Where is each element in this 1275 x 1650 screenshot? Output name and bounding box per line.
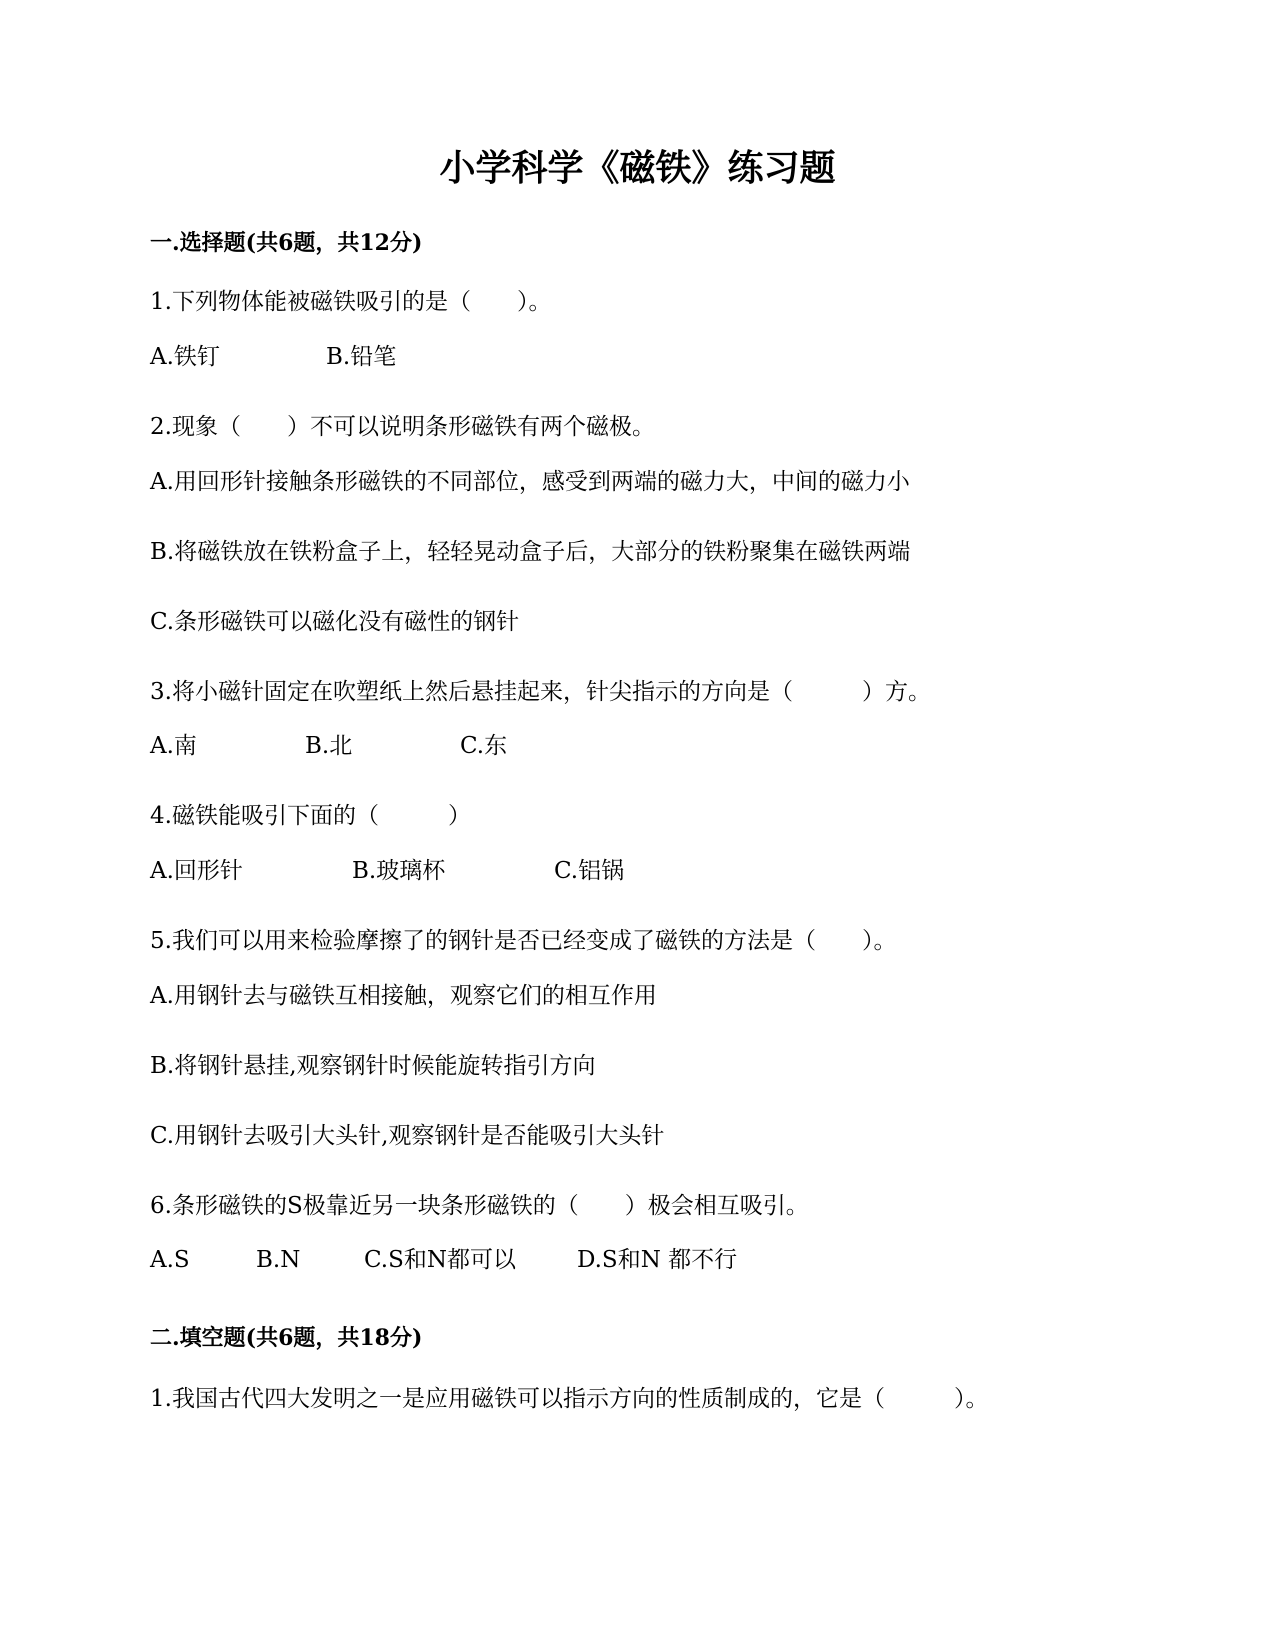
option: A.铁钉 [150,344,220,370]
option: B.玻璃杯 [352,858,446,884]
option: A.用钢针去与磁铁互相接触，观察它们的相互作用 [150,983,657,1009]
question-text: 5.我们可以用来检验摩擦了的钢针是否已经变成了磁铁的方法是（ ）。 [150,928,897,954]
section-heading-choice: 一.选择题(共6题，共12分) [150,230,423,256]
option: A.南 [150,733,197,759]
option: C.东 [460,733,508,759]
option: A.回形针 [150,858,243,884]
option: C.铝锅 [554,858,625,884]
question-text: 4.磁铁能吸引下面的（ ） [150,803,471,829]
option: B.北 [305,733,353,759]
option: B.将钢针悬挂,观察钢针时候能旋转指引方向 [150,1053,596,1079]
option: D.S和N 都不行 [577,1247,738,1273]
option: A.S [150,1247,190,1273]
question-text: 1.我国古代四大发明之一是应用磁铁可以指示方向的性质制成的，它是（ ）。 [150,1386,989,1412]
option: A.用回形针接触条形磁铁的不同部位，感受到两端的磁力大，中间的磁力小 [150,469,910,495]
option: B.铅笔 [326,344,397,370]
option: C.用钢针去吸引大头针,观察钢针是否能吸引大头针 [150,1123,665,1149]
option-row [150,342,1150,372]
option: B.N [256,1247,301,1273]
question-text: 6.条形磁铁的S极靠近另一块条形磁铁的（ ）极会相互吸引。 [150,1193,809,1219]
option-row [150,731,1150,761]
question-text: 2.现象（ ）不可以说明条形磁铁有两个磁极。 [150,414,655,440]
option: B.将磁铁放在铁粉盒子上，轻轻晃动盒子后，大部分的铁粉聚集在磁铁两端 [150,539,911,565]
question-text: 1.下列物体能被磁铁吸引的是（ ）。 [150,289,552,315]
section-heading-fill-blank: 二.填空题(共6题，共18分) [150,1325,423,1351]
option-row [150,856,1150,886]
option-row [150,1245,1150,1275]
option: C.S和N都可以 [364,1247,516,1273]
question-text: 3.将小磁针固定在吹塑纸上然后悬挂起来，针尖指示的方向是（ ）方。 [150,679,931,705]
page-title: 小学科学《磁铁》练习题 [439,147,836,189]
option: C.条形磁铁可以磁化没有磁性的钢针 [150,609,520,635]
